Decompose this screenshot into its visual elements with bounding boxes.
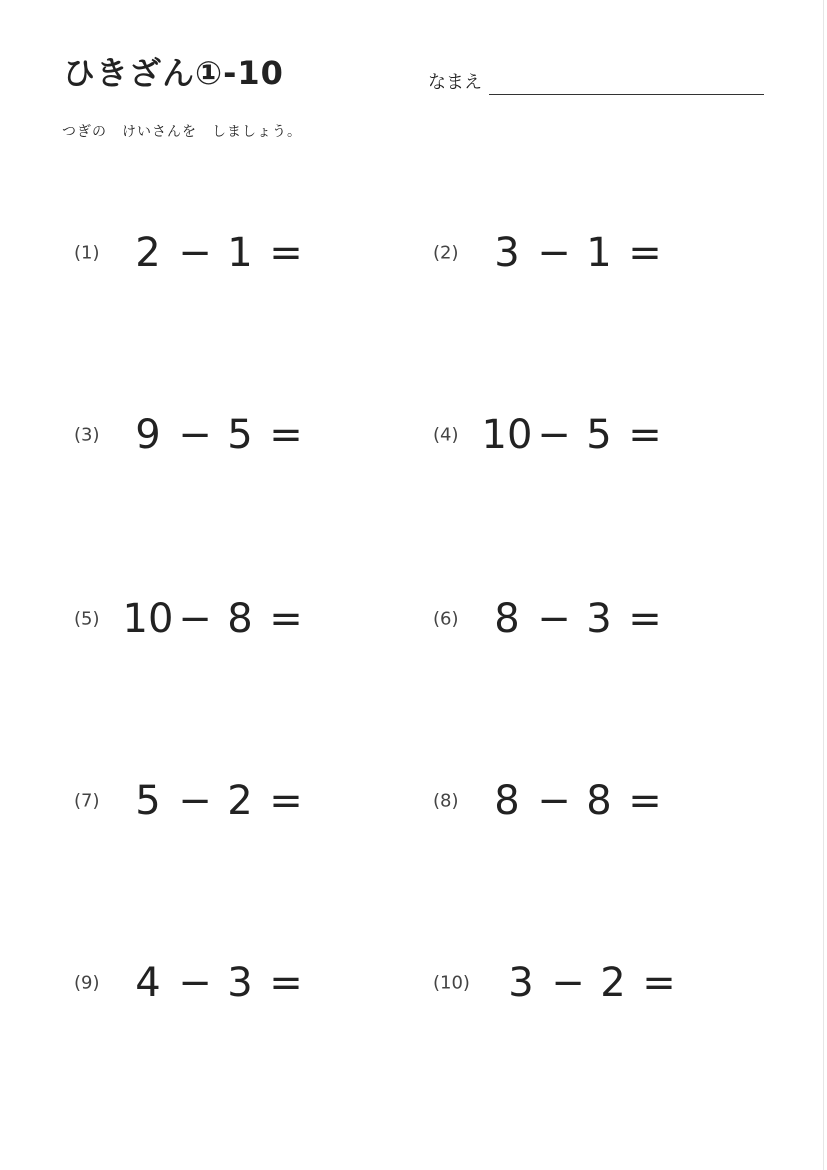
first-operand: 8 [494, 596, 520, 642]
problem-number: (10) [433, 972, 470, 994]
first-operand: 8 [494, 778, 520, 824]
equals-sign: = [628, 778, 662, 824]
second-operand: 1 [227, 230, 253, 276]
equals-sign: = [628, 596, 662, 642]
problem-item [433, 405, 763, 465]
problem-number: (4) [433, 424, 459, 446]
minus-sign: − [537, 778, 571, 824]
first-operand: 2 [135, 230, 161, 276]
second-operand: 3 [227, 960, 253, 1006]
minus-sign: − [178, 960, 212, 1006]
minus-sign: − [178, 596, 212, 642]
page-edge [823, 0, 824, 1170]
problem-item [74, 405, 404, 465]
problem-number: (8) [433, 790, 459, 812]
first-operand: 5 [135, 778, 161, 824]
minus-sign: − [551, 960, 585, 1006]
equals-sign: = [269, 412, 303, 458]
problem-item [433, 953, 763, 1013]
first-operand: 10 [481, 412, 533, 458]
minus-sign: − [178, 412, 212, 458]
problem-item [74, 771, 404, 831]
second-operand: 1 [586, 230, 612, 276]
problem-number: (2) [433, 242, 459, 264]
first-operand: 4 [135, 960, 161, 1006]
second-operand: 5 [586, 412, 612, 458]
problem-item [74, 589, 404, 649]
equals-sign: = [269, 960, 303, 1006]
second-operand: 8 [586, 778, 612, 824]
minus-sign: − [537, 596, 571, 642]
equals-sign: = [269, 596, 303, 642]
equals-sign: = [642, 960, 676, 1006]
problem-number: (7) [74, 790, 100, 812]
minus-sign: − [178, 778, 212, 824]
second-operand: 8 [227, 596, 253, 642]
equals-sign: = [628, 230, 662, 276]
worksheet-title: ひきざん①-10 [63, 54, 284, 92]
problem-item [433, 223, 763, 283]
problem-item [433, 771, 763, 831]
problem-number: (9) [74, 972, 100, 994]
first-operand: 9 [135, 412, 161, 458]
minus-sign: − [537, 412, 571, 458]
second-operand: 2 [227, 778, 253, 824]
problem-item [74, 953, 404, 1013]
problem-number: (1) [74, 242, 100, 264]
first-operand: 3 [494, 230, 520, 276]
equals-sign: = [269, 778, 303, 824]
second-operand: 3 [586, 596, 612, 642]
problem-number: (6) [433, 608, 459, 630]
minus-sign: − [537, 230, 571, 276]
name-underline [489, 94, 764, 95]
problem-item [74, 223, 404, 283]
first-operand: 10 [122, 596, 174, 642]
second-operand: 5 [227, 412, 253, 458]
instruction-text: つぎの けいさんを しましょう。 [62, 124, 302, 140]
name-label: なまえ [428, 72, 482, 93]
equals-sign: = [628, 412, 662, 458]
equals-sign: = [269, 230, 303, 276]
problem-item [433, 589, 763, 649]
minus-sign: − [178, 230, 212, 276]
problem-number: (3) [74, 424, 100, 446]
first-operand: 3 [508, 960, 534, 1006]
second-operand: 2 [600, 960, 626, 1006]
problem-number: (5) [74, 608, 100, 630]
